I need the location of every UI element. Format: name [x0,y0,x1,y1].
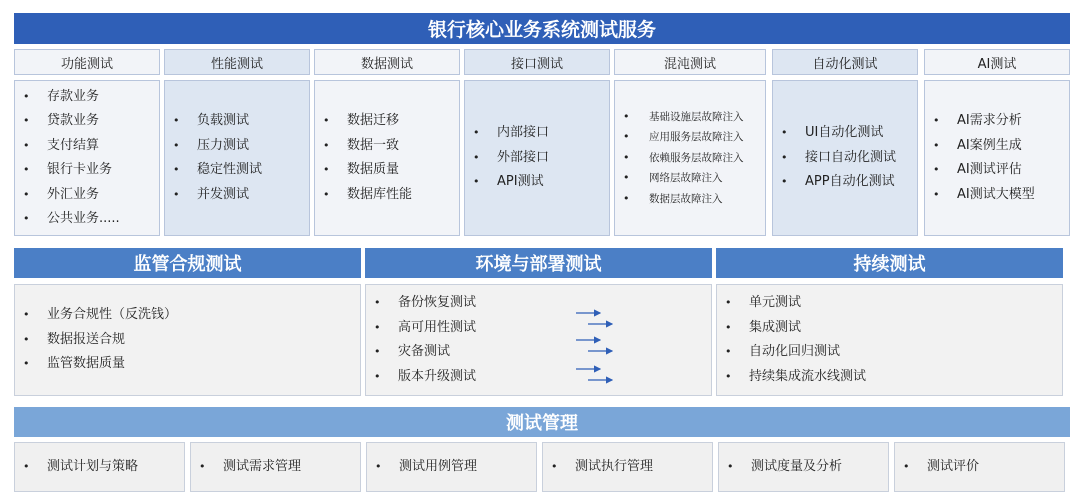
management-header: 测试管理 [14,407,1070,437]
list-item: • 数据库性能 [323,183,459,208]
list-item: • 支付结算 [23,134,159,159]
list-item: • 数据层故障注入 [623,189,765,210]
list-item: • 单元测试 [725,291,1062,316]
list-item: • 稳定性测试 [173,158,309,183]
column-header-performance: 性能测试 [164,49,310,75]
list-item: • 测试执行管理 [551,455,653,480]
list-item: • 测试评价 [903,455,979,480]
section-header-environment: 环境与部署测试 [365,248,712,278]
column-header-interface: 接口测试 [464,49,610,75]
list-item: • 公共业务..... [23,207,159,232]
column-body-performance [164,80,310,236]
column-body-chaos [614,80,766,236]
list-item: • UI自动化测试 [781,121,917,146]
list-item: • API测试 [473,170,609,195]
column-body-interface [464,80,610,236]
list-item: • 灾备测试 [374,340,711,365]
management-item-requirements [190,442,361,492]
section-body-compliance [14,284,361,396]
list-item: • AI测试评估 [933,158,1069,183]
management-item-execution [542,442,713,492]
list-item: • 数据报送合规 [23,328,360,353]
list-item: • 版本升级测试 [374,365,711,390]
list-item: • 监管数据质量 [23,352,360,377]
column-header-functional: 功能测试 [14,49,160,75]
management-item-evaluation [894,442,1065,492]
list-item: • AI需求分析 [933,109,1069,134]
list-item: • 持续集成流水线测试 [725,365,1062,390]
list-item: • 内部接口 [473,121,609,146]
column-body-automation [772,80,918,236]
column-body-functional [14,80,160,236]
list-item: • 存款业务 [23,85,159,110]
list-item: • 自动化回归测试 [725,340,1062,365]
management-item-cases [366,442,537,492]
list-item: • 网络层故障注入 [623,168,765,189]
list-item: • 负载测试 [173,109,309,134]
column-body-ai [924,80,1070,236]
list-item: • 业务合规性（反洗钱） [23,303,360,328]
management-item-metrics [718,442,889,492]
list-item: • 测试用例管理 [375,455,477,480]
list-item: • 并发测试 [173,183,309,208]
list-item: • 高可用性测试 [374,316,711,341]
list-item: • AI案例生成 [933,134,1069,159]
list-item: • 测试需求管理 [199,455,301,480]
column-header-chaos: 混沌测试 [614,49,766,75]
list-item: • 测试度量及分析 [727,455,842,480]
list-item: • 应用服务层故障注入 [623,127,765,148]
list-item: • 银行卡业务 [23,158,159,183]
list-item: • 压力测试 [173,134,309,159]
list-item: • 测试计划与策略 [23,455,138,480]
column-header-data: 数据测试 [314,49,460,75]
flow-arrows-icon [574,308,618,388]
list-item: • 数据迁移 [323,109,459,134]
list-item: • 集成测试 [725,316,1062,341]
section-header-compliance: 监管合规测试 [14,248,361,278]
list-item: • 备份恢复测试 [374,291,711,316]
list-item: • 贷款业务 [23,109,159,134]
list-item: • 基础设施层故障注入 [623,107,765,128]
list-item: • 接口自动化测试 [781,146,917,171]
list-item: • AI测试大模型 [933,183,1069,208]
page-title: 银行核心业务系统测试服务 [14,13,1070,44]
list-item: • 外部接口 [473,146,609,171]
list-item: • 外汇业务 [23,183,159,208]
list-item: • 数据质量 [323,158,459,183]
section-body-continuous [716,284,1063,396]
list-item: • 数据一致 [323,134,459,159]
column-header-ai: AI测试 [924,49,1070,75]
column-header-automation: 自动化测试 [772,49,918,75]
column-body-data [314,80,460,236]
list-item: • 依赖服务层故障注入 [623,148,765,169]
management-item-plan [14,442,185,492]
section-body-environment [365,284,712,396]
section-header-continuous: 持续测试 [716,248,1063,278]
list-item: • APP自动化测试 [781,170,917,195]
